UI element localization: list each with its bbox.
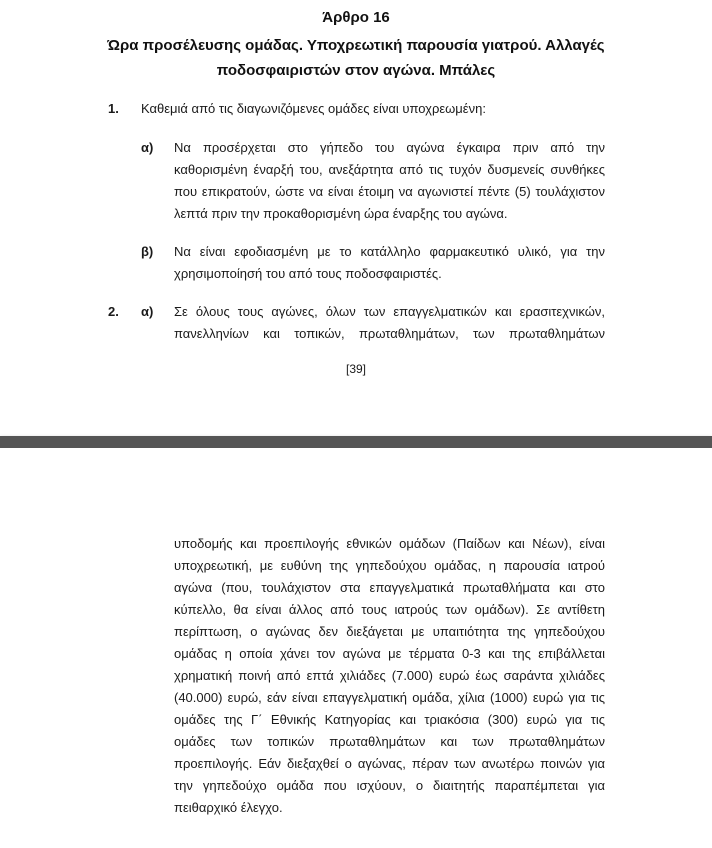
paragraph-line: ομάδες των τοπικών πρωταθλημάτων και των πρωταθλημάτων: [174, 734, 605, 749]
item-1a-line: Να προσέρχεται στο γήπεδο του αγώνα έγκαιρα πριν από την: [174, 140, 605, 155]
item-1b-letter: β): [141, 244, 154, 259]
article-subtitle-line-1: Ώρα προσέλευσης ομάδας. Υποχρεωτική παρουσία γιατρού. Αλλαγές: [107, 37, 605, 54]
item-1a-line: καθορισμένη έναρξή του, ανεξάρτητα από τις τυχόν δυσμενείς συνθήκες: [174, 162, 605, 177]
paragraph-line: χρηματική ποινή από επτά χιλιάδες (7.000) ευρώ έως σαράντα χιλιάδες: [174, 668, 605, 683]
paragraph-line: (40.000) ευρώ, εάν είναι επαγγελματική ομάδα, χίλια (1000) ευρώ για τις: [174, 690, 605, 705]
paragraph-line: την γηπεδούχο ομάδα που ισχύουν, ο διαιτητής παραπέμπεται για: [174, 778, 605, 793]
paragraph-line: προεπιλογής. Εάν διεξαχθεί ο αγώνας, πέραν των ανωτέρω ποινών για: [174, 756, 605, 771]
item-2-number: 2.: [108, 304, 119, 319]
paragraph-line: πειθαρχικό έλεγχο.: [174, 800, 283, 815]
document-page-40: [0, 448, 712, 848]
page-separator: [0, 436, 712, 448]
item-1a-letter: α): [141, 140, 154, 155]
item-2a-line: πανελληνίων και τοπικών, πρωταθλημάτων, των πρωταθλημάτων: [174, 326, 605, 341]
paragraph-line: αγώνα (που, τουλάχιστον στα επαγγελματικά πρωταθλήματα και στο: [174, 580, 605, 595]
item-1-text: Καθεμιά από τις διαγωνιζόμενες ομάδες είναι υποχρεωμένη:: [141, 101, 486, 116]
item-2a-letter: α): [141, 304, 154, 319]
paragraph-line: περίπτωση, ο αγώνας δεν διεξάγεται με υπαιτιότητα της γηπεδούχου: [174, 624, 605, 639]
page-number: [39]: [345, 362, 366, 376]
item-1b-line: χρησιμοποίησή του από τους ποδοσφαιριστές.: [174, 266, 442, 281]
item-1a-line: λεπτά πριν την προκαθορισμένη ώρα έναρξης του αγώνα.: [174, 206, 508, 221]
paragraph-line: ομάδας η οποία χάνει τον αγώνα με τέρματα 0-3 και της επιβάλλεται: [174, 646, 605, 661]
article-subtitle-line-2: ποδοσφαιριστών στον αγώνα. Μπάλες: [216, 62, 496, 79]
item-1b-line: Να είναι εφοδιασμένη με το κατάλληλο φαρμακευτικό υλικό, για την: [174, 244, 605, 259]
item-2a-line: Σε όλους τους αγώνες, όλων των επαγγελματικών και ερασιτεχνικών,: [174, 304, 605, 319]
paragraph-line: υποχρεωτική, με ευθύνη της γηπεδούχου ομάδας, η παρουσία ιατρού: [174, 558, 605, 573]
paragraph-line: κύπελλο, θα είναι άλλος από τους ιατρούς των ομάδων). Σε αντίθετη: [174, 602, 605, 617]
article-title: Άρθρο 16: [322, 9, 390, 26]
paragraph-line: ομάδες της Γ΄ Εθνικής Κατηγορίας και τριακόσια (300) ευρώ για τις: [174, 712, 605, 727]
paragraph-line: υποδομής και προεπιλογής εθνικών ομάδων (Παίδων και Νέων), είναι: [174, 536, 605, 551]
item-1-number: 1.: [108, 101, 119, 116]
item-1a-line: που επικρατούν, ώστε να είναι έτοιμη να αγωνιστεί πέντε (5) τουλάχιστον: [174, 184, 605, 199]
